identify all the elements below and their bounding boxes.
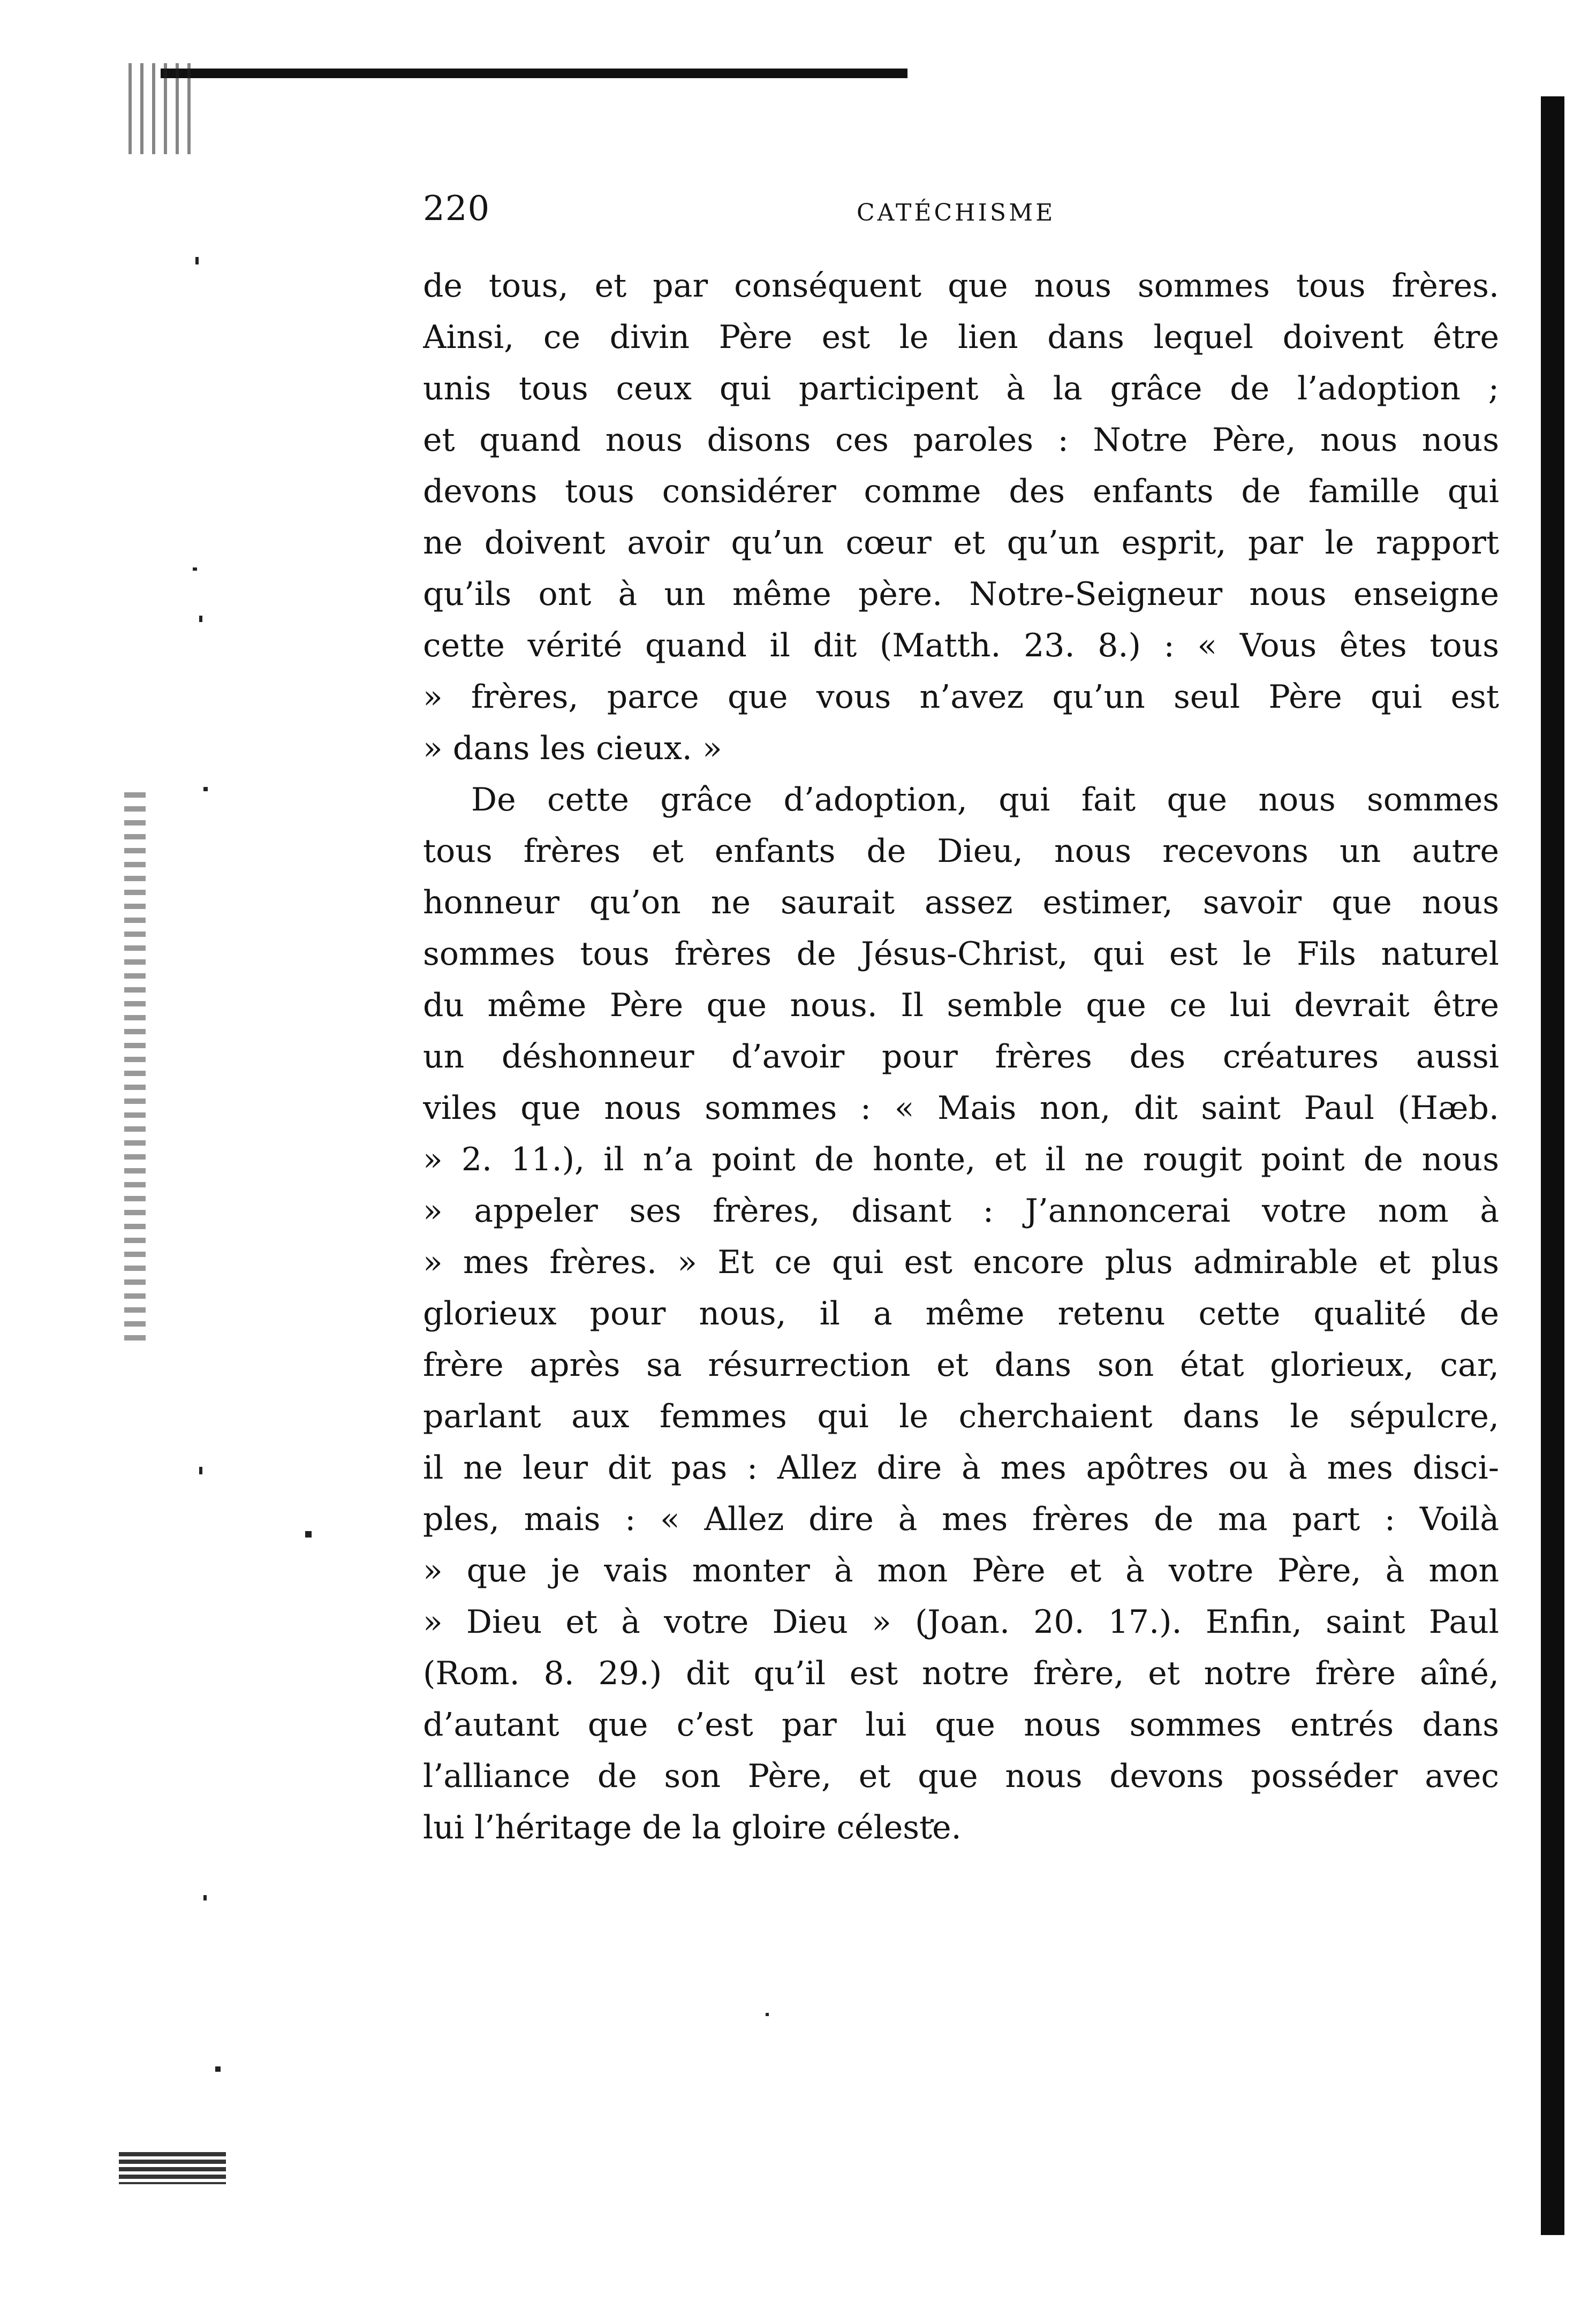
running-title: CATÉCHISME: [857, 199, 1056, 226]
text-line: cette vérité quand il dit (Matth. 23. 8.) : « Vous êtes tous: [423, 627, 1499, 664]
gutter-speck: [193, 567, 197, 571]
gutter-speck: [305, 1531, 312, 1538]
body-text: [423, 260, 1499, 1853]
text-line: parlant aux femmes qui le cherchaient dans le sépulcre,: [423, 1398, 1499, 1435]
running-head: [423, 182, 1499, 236]
text-line: un déshonneur d’avoir pour frères des créatures aussi: [423, 1038, 1499, 1076]
text-line: » Dieu et à votre Dieu » (Joan. 20. 17.). Enfin, saint Paul: [423, 1603, 1499, 1641]
gutter-speck: [203, 787, 208, 791]
page-number: 220: [423, 189, 490, 229]
gutter-speck: [195, 257, 199, 264]
text-line: lui l’héritage de la gloire céleste.: [423, 1809, 962, 1846]
text-line: » que je vais monter à mon Père et à votre Père, à mon: [423, 1552, 1499, 1589]
text-line: » appeler ses frères, disant : J’annoncerai votre nom à: [423, 1192, 1499, 1230]
gutter-speck: [199, 1467, 202, 1474]
gutter-speck: [203, 1895, 207, 1900]
text-line: glorieux pour nous, il a même retenu cette qualité de: [423, 1295, 1499, 1332]
paragraph-first-line: De cette grâce d’adoption, qui fait que nous sommes: [471, 781, 1499, 819]
text-line: sommes tous frères de Jésus-Christ, qui est le Fils naturel: [423, 935, 1499, 973]
text-line: de tous, et par conséquent que nous sommes tous frères.: [423, 267, 1499, 305]
text-line: Ainsi, ce divin Père est le lien dans lequel doivent être: [423, 319, 1499, 356]
bottom-left-binding-mark: [119, 2152, 226, 2184]
top-left-binding-marks: [128, 63, 193, 154]
text-line: l’alliance de son Père, et que nous devons posséder avec: [423, 1758, 1499, 1795]
text-line: unis tous ceux qui participent à la grâce de l’adoption ;: [423, 370, 1499, 407]
gutter-speck: [199, 616, 202, 622]
gutter-speck: [215, 2066, 221, 2072]
top-rule: [161, 69, 907, 78]
gutter-speck: [766, 2013, 769, 2016]
text-line: devons tous considérer comme des enfants de famille qui: [423, 473, 1499, 510]
text-line: » 2. 11.), il n’a point de honte, et il ne rougit point de nous: [423, 1141, 1499, 1178]
text-line: et quand nous disons ces paroles : Notre Père, nous nous: [423, 421, 1499, 459]
text-line: ples, mais : « Allez dire à mes frères de ma part : Voilà: [423, 1501, 1499, 1538]
left-binding-marks: [124, 792, 146, 1349]
right-edge-border: [1541, 96, 1564, 2235]
text-line: viles que nous sommes : « Mais non, dit saint Paul (Hæb.: [423, 1089, 1499, 1127]
text-line: il ne leur dit pas : Allez dire à mes apôtres ou à mes disci-: [423, 1449, 1499, 1487]
text-line: qu’ils ont à un même père. Notre-Seigneur nous enseigne: [423, 575, 1499, 613]
text-line: du même Père que nous. Il semble que ce lui devrait être: [423, 987, 1499, 1024]
text-line: » mes frères. » Et ce qui est encore plus admirable et plus: [423, 1244, 1499, 1281]
text-line: ne doivent avoir qu’un cœur et qu’un esprit, par le rapport: [423, 524, 1499, 562]
text-line: honneur qu’on ne saurait assez estimer, savoir que nous: [423, 884, 1499, 921]
text-line: » dans les cieux. »: [423, 730, 722, 767]
text-line: (Rom. 8. 29.) dit qu’il est notre frère, et notre frère aîné,: [423, 1655, 1499, 1692]
text-line: frère après sa résurrection et dans son état glorieux, car,: [423, 1346, 1499, 1384]
text-line: tous frères et enfants de Dieu, nous recevons un autre: [423, 832, 1499, 870]
text-line: d’autant que c’est par lui que nous sommes entrés dans: [423, 1706, 1499, 1744]
text-line: » frères, parce que vous n’avez qu’un seul Père qui est: [423, 678, 1499, 716]
